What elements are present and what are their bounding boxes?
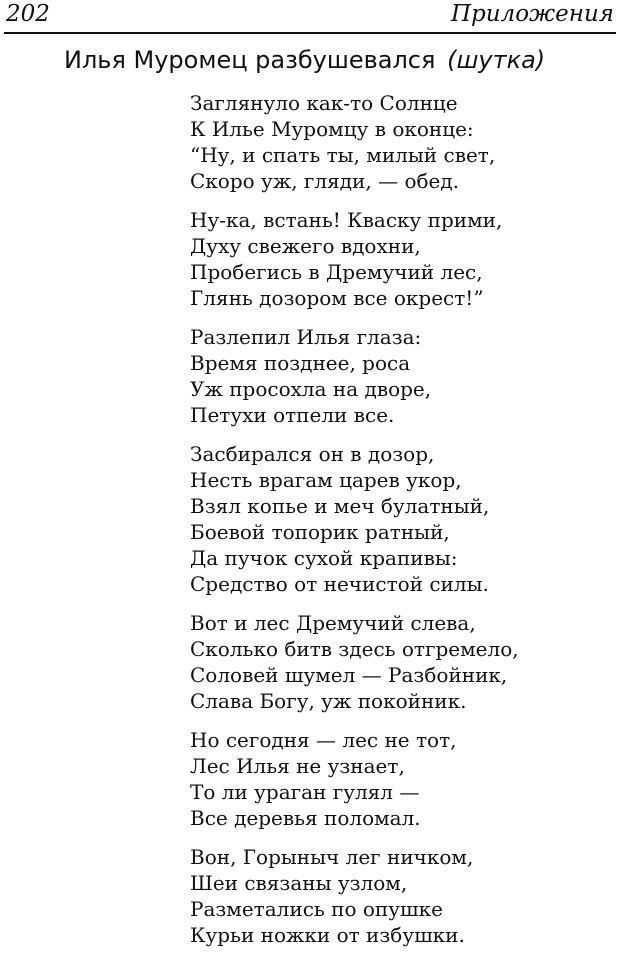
poem-line: Боевой топорик ратный, [190,520,450,544]
stanza [190,441,519,597]
poem-line: “Ну, и спать ты, милый свет, [190,143,496,167]
poem-line: Слава Богу, уж покойник. [190,689,467,713]
poem-line: Соловей шумел — Разбойник, [190,663,508,687]
poem-line: Глянь дозором все окрест!” [190,286,484,310]
stanza [190,844,519,948]
poem-line: Курьи ножки от избушки. [190,923,465,947]
poem-body [190,90,519,961]
stanza [190,324,519,428]
poem-line: Вот и лес Дремучий слева, [190,611,476,635]
poem-line: Петухи отпели все. [190,403,395,427]
stanza [190,207,519,311]
poem-line: К Илье Муромцу в оконце: [190,117,474,141]
poem-line: Скоро уж, гляди, — обед. [190,169,460,193]
stanza [190,727,519,831]
poem-line: Время позднее, роса [190,351,411,375]
poem-line: Да пучок сухой крапивы: [190,546,458,570]
poem-title-subtitle: (шутка) [447,46,546,74]
poem-line: Взял копье и меч булатный, [190,494,490,518]
poem-line: Духу свежего вдохни, [190,234,421,258]
stanza [190,610,519,714]
poem-line: Заглянуло как-то Солнце [190,91,458,115]
poem-line: Шеи связаны узлом, [190,871,408,895]
poem-line: Ну-ка, встань! Кваску прими, [190,208,503,232]
poem-line: То ли ураган гулял — [190,780,420,804]
poem-line: Уж просохла на дворе, [190,377,432,401]
page-number: 202 [6,1,50,27]
poem-line: Вон, Горыныч лег ничком, [190,845,474,869]
poem-line: Средство от нечистой силы. [190,572,489,596]
poem-line: Засбирался он в дозор, [190,442,435,466]
poem-line: Разлепил Илья глаза: [190,325,422,349]
poem-line: Но сегодня — лес не тот, [190,728,457,752]
page-header [4,0,616,34]
poem-line: Несть врагам царев укор, [190,468,462,492]
poem-line: Разметались по опушке [190,897,443,921]
poem-title-main: Илья Муромец разбушевался [64,46,436,74]
poem-line: Сколько битв здесь отгремело, [190,637,519,661]
poem-line: Пробегись в Дремучий лес, [190,260,483,284]
poem-title [64,44,545,76]
running-head: Приложения [450,1,614,27]
poem-line: Лес Илья не узнает, [190,754,405,778]
poem-line: Все деревья поломал. [190,806,421,830]
stanza [190,90,519,194]
